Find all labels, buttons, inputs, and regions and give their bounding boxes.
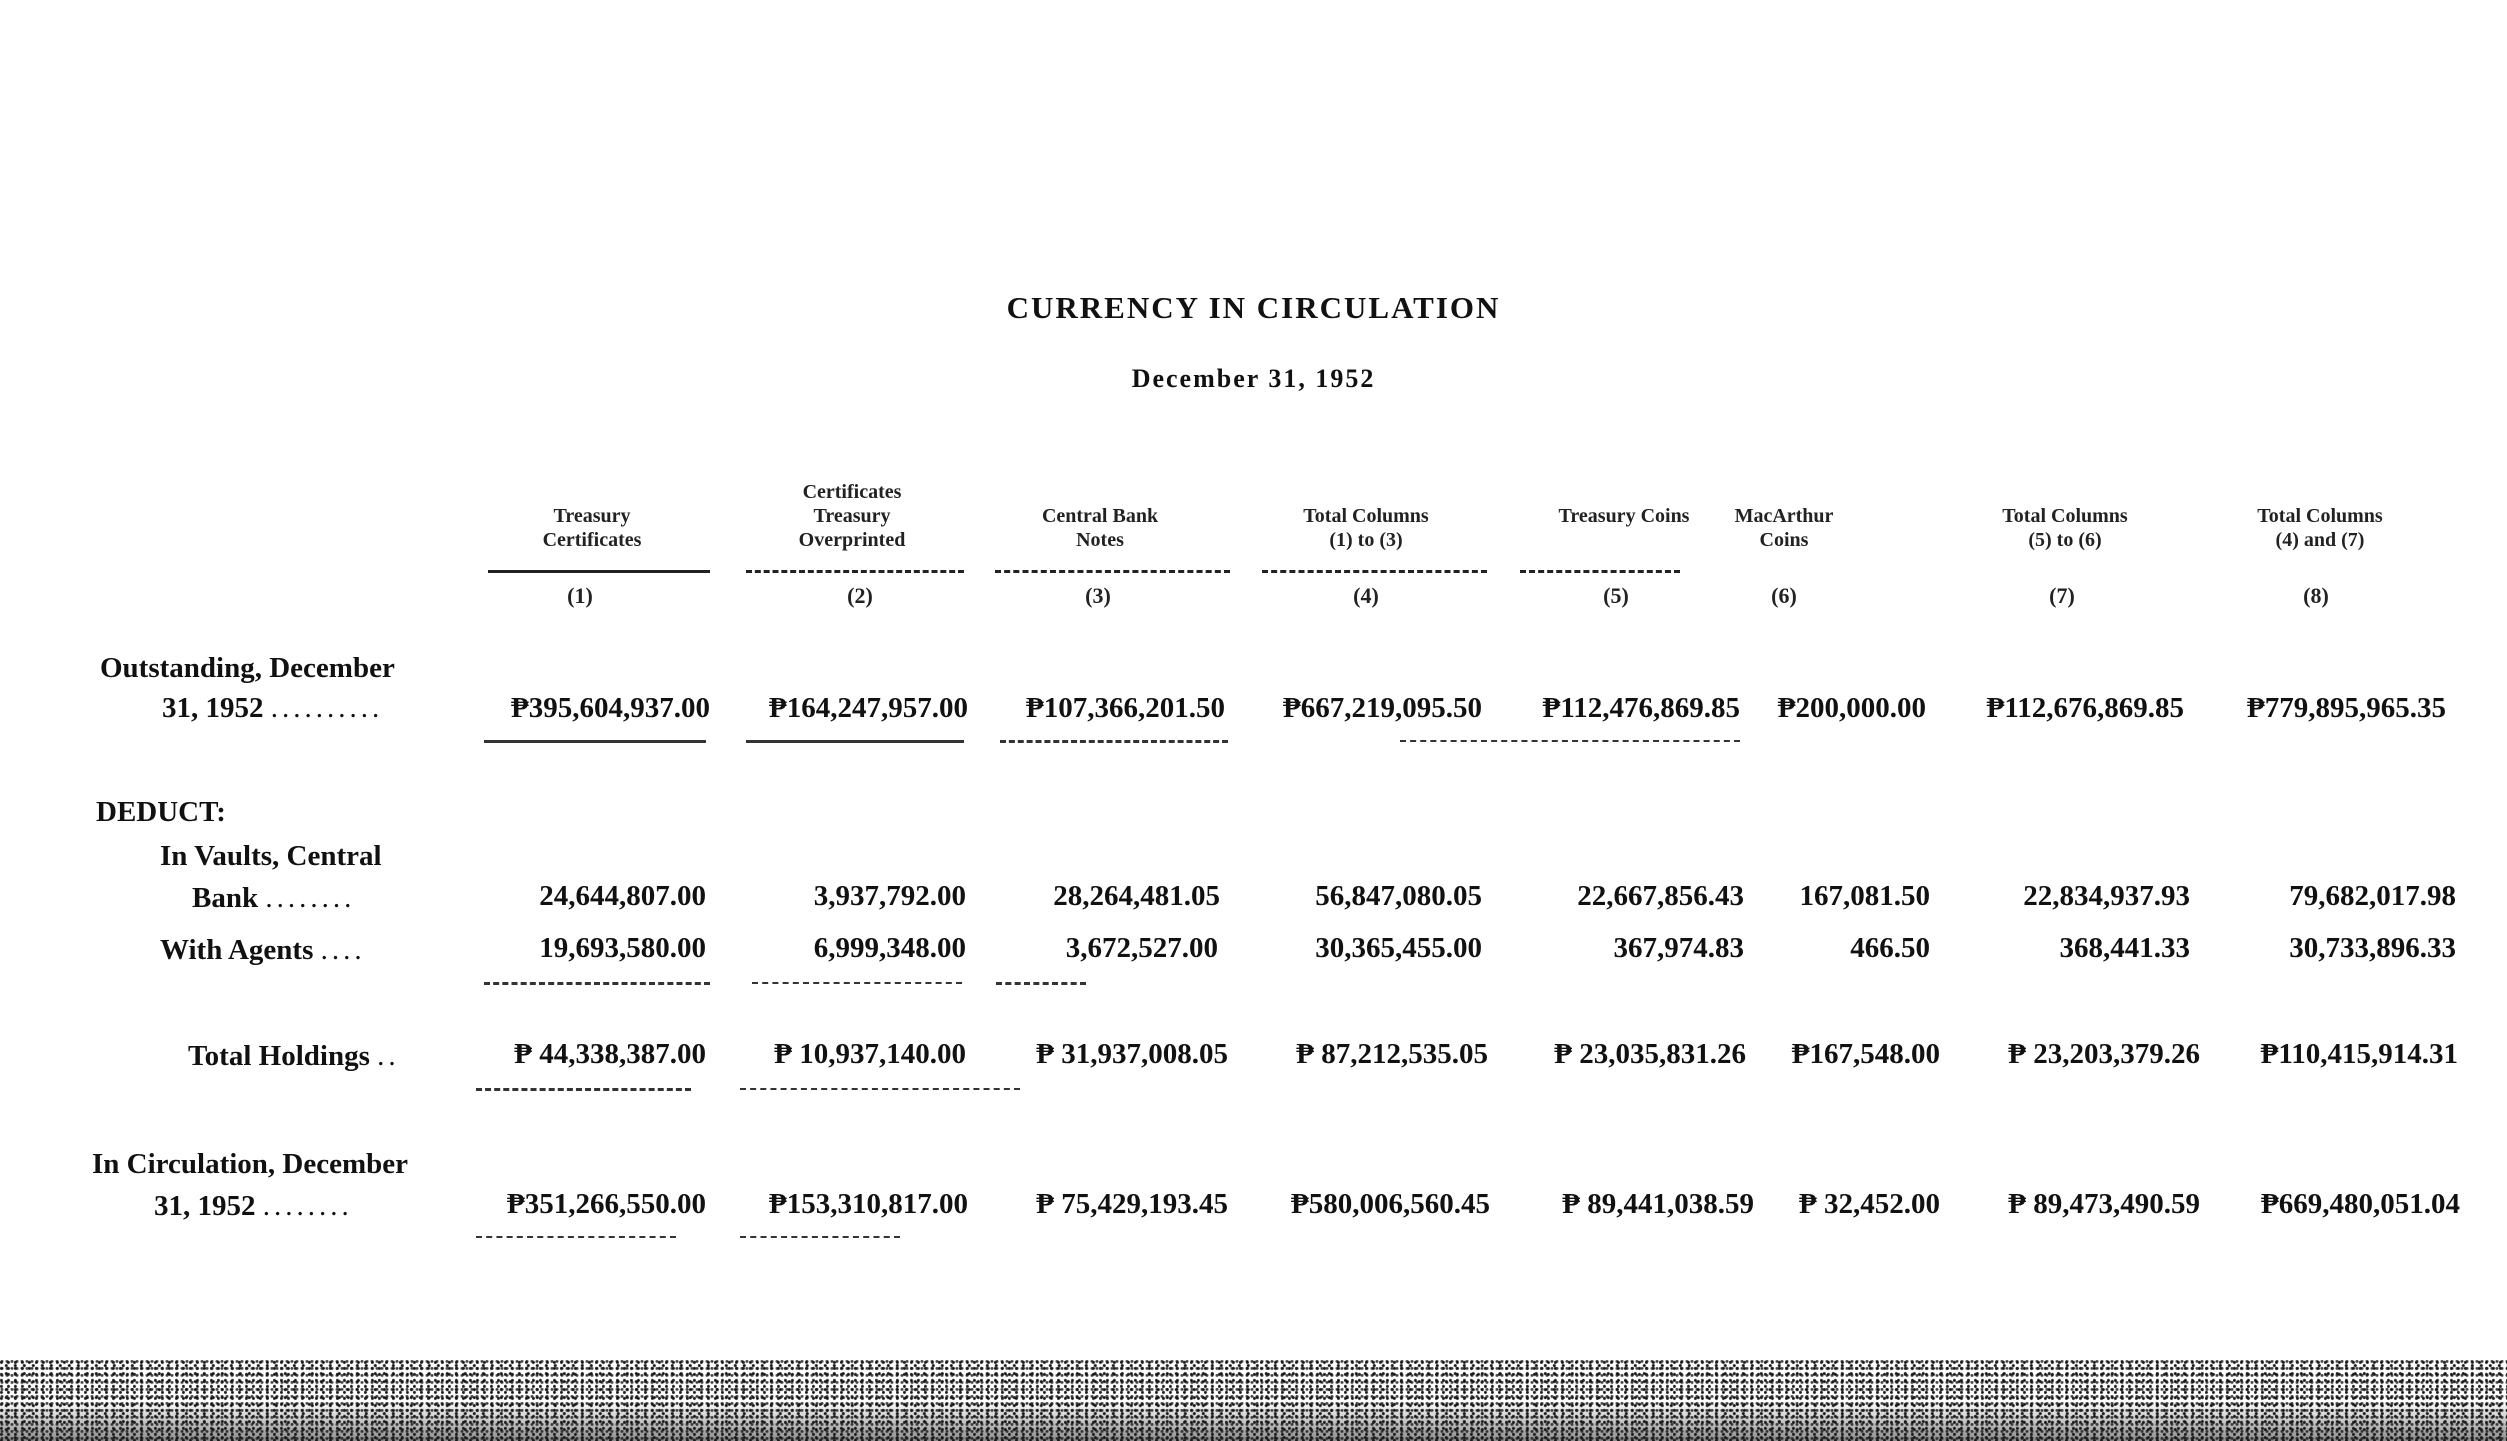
- underline: [1400, 740, 1740, 742]
- cell: 3,937,792.00: [813, 880, 966, 912]
- cell: ₱167,548.00: [1791, 1038, 1940, 1070]
- row-label-outstanding-date: 31, 1952 ..........: [162, 692, 384, 724]
- column-header-5: Treasury Coins: [1558, 505, 1690, 527]
- document-title: CURRENCY IN CIRCULATION: [1006, 290, 1501, 325]
- row-label-vaults: In Vaults, Central: [160, 840, 382, 872]
- underline: [484, 982, 710, 985]
- row-label-in-circulation: In Circulation, December: [92, 1148, 408, 1180]
- underline: [740, 1088, 1020, 1090]
- cell: 24,644,807.00: [539, 880, 706, 912]
- section-label-deduct: DEDUCT:: [96, 796, 226, 828]
- cell: ₱112,476,869.85: [1542, 692, 1740, 724]
- column-header-7: Total Columns (5) to (6): [2002, 505, 2128, 551]
- cell: ₱110,415,914.31: [2260, 1038, 2458, 1070]
- underline: [996, 982, 1086, 985]
- cell: ₱669,480,051.04: [2261, 1188, 2460, 1220]
- underline: [476, 1236, 676, 1238]
- underline: [484, 740, 706, 743]
- column-header-2: Certificates Treasury Overprinted: [798, 481, 906, 551]
- cell: 466.50: [1850, 932, 1930, 964]
- cell: ₱ 89,441,038.59: [1562, 1188, 1754, 1220]
- cell: ₱ 23,203,379.26: [2008, 1038, 2200, 1070]
- cell: ₱ 32,452.00: [1799, 1188, 1940, 1220]
- cell: ₱ 75,429,193.45: [1036, 1188, 1228, 1220]
- cell: ₱ 10,937,140.00: [774, 1038, 966, 1070]
- column-number-1: (1): [567, 583, 593, 608]
- scan-noise-band: [0, 1360, 2507, 1441]
- cell: ₱164,247,957.00: [769, 692, 968, 724]
- cell: 22,667,856.43: [1577, 880, 1744, 912]
- cell: ₱395,604,937.00: [511, 692, 710, 724]
- row-label-outstanding: Outstanding, December: [100, 652, 395, 684]
- cell: ₱ 89,473,490.59: [2008, 1188, 2200, 1220]
- row-label-vaults-bank: Bank ........: [192, 882, 356, 914]
- column-header-3: Central Bank Notes: [1041, 505, 1159, 551]
- row-label-in-circulation-date: 31, 1952 ........: [154, 1190, 353, 1222]
- header-rule: [488, 570, 710, 573]
- cell: ₱200,000.00: [1777, 692, 1926, 724]
- cell: 167,081.50: [1799, 880, 1930, 912]
- column-number-4: (4): [1353, 583, 1379, 608]
- cell: 79,682,017.98: [2289, 880, 2456, 912]
- underline: [752, 982, 962, 984]
- cell: ₱351,266,550.00: [507, 1188, 706, 1220]
- row-label-total-holdings: Total Holdings ..: [188, 1040, 400, 1072]
- column-number-8: (8): [2303, 583, 2329, 608]
- cell: ₱ 31,937,008.05: [1036, 1038, 1228, 1070]
- column-header-1: Treasury Certificates: [542, 505, 642, 551]
- cell: 30,733,896.33: [2289, 932, 2456, 964]
- cell: ₱ 44,338,387.00: [514, 1038, 706, 1070]
- underline: [1000, 740, 1228, 743]
- underline: [740, 1236, 900, 1238]
- cell: 28,264,481.05: [1053, 880, 1220, 912]
- cell: ₱153,310,817.00: [769, 1188, 968, 1220]
- cell: 3,672,527.00: [1065, 932, 1218, 964]
- header-rule: [746, 570, 964, 573]
- cell: ₱779,895,965.35: [2247, 692, 2446, 724]
- column-number-5: (5): [1603, 583, 1629, 608]
- header-rule: [995, 570, 1230, 573]
- row-label-agents: With Agents ....: [160, 934, 366, 966]
- column-header-4: Total Columns (1) to (3): [1303, 505, 1429, 551]
- header-rule: [1520, 570, 1680, 573]
- cell: 368,441.33: [2059, 932, 2190, 964]
- document-subtitle: December 31, 1952: [1131, 364, 1376, 393]
- column-header-6: MacArthur Coins: [1734, 505, 1834, 551]
- cell: ₱580,006,560.45: [1291, 1188, 1490, 1220]
- cell: ₱107,366,201.50: [1026, 692, 1225, 724]
- header-rule: [1262, 570, 1487, 573]
- cell: 6,999,348.00: [813, 932, 966, 964]
- cell: 56,847,080.05: [1315, 880, 1482, 912]
- cell: ₱112,676,869.85: [1986, 692, 2184, 724]
- column-number-2: (2): [847, 583, 873, 608]
- column-header-8: Total Columns (4) and (7): [2257, 505, 2383, 551]
- cell: 30,365,455.00: [1315, 932, 1482, 964]
- underline: [746, 740, 964, 743]
- column-number-7: (7): [2049, 583, 2075, 608]
- underline: [476, 1088, 691, 1091]
- cell: ₱ 87,212,535.05: [1296, 1038, 1488, 1070]
- column-number-3: (3): [1085, 583, 1111, 608]
- cell: 19,693,580.00: [539, 932, 706, 964]
- cell: 367,974.83: [1613, 932, 1744, 964]
- cell: ₱ 23,035,831.26: [1554, 1038, 1746, 1070]
- cell: 22,834,937.93: [2023, 880, 2190, 912]
- column-number-6: (6): [1771, 583, 1797, 608]
- cell: ₱667,219,095.50: [1283, 692, 1482, 724]
